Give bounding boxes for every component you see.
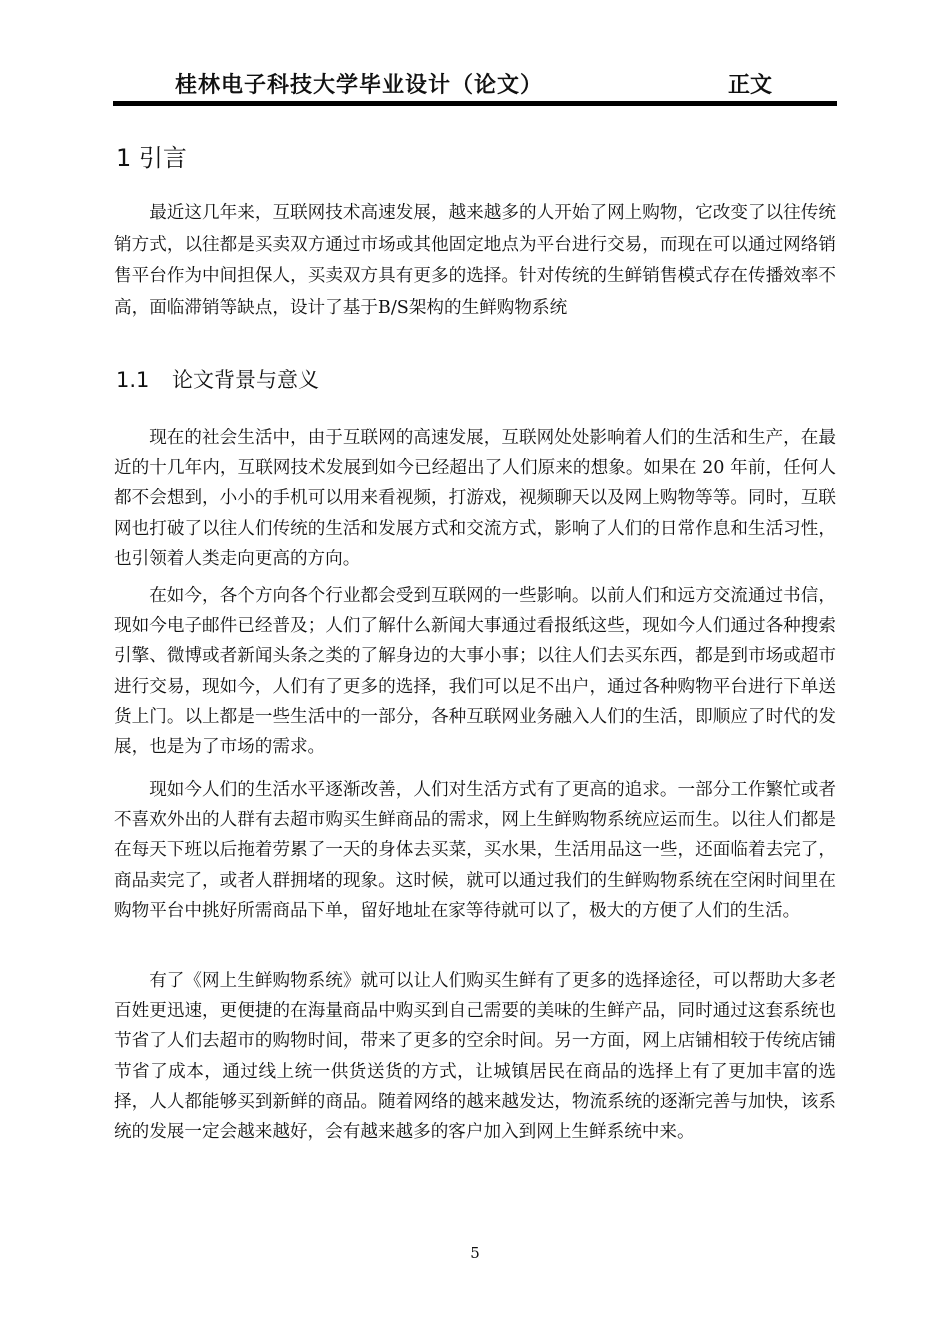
header-title: 桂林电子科技大学毕业设计（论文） <box>175 72 544 98</box>
section-number: 1.1 <box>116 368 150 392</box>
body-paragraph: 现如今人们的生活水平逐渐改善，人们对生活方式有了更高的追求。一部分工作繁忙或者不喜欢外出的人群有去超市购买生鲜商品的需求，网上生鲜购物系统应运而生。以往人们都是在每天下班以后拖着劳累了一天的身体去买菜，买水果，生活用品这一些，还面临着去完了，商品卖完了，或者人群拥堵的现象。这时候，就可以通过我们的生鲜购物系统在空闲时间里在购物平台中挑好所需商品下单，留好地址在家等待就可以了，极大的方便了人们的生活。 <box>114 780 836 921</box>
header-rule <box>113 101 837 106</box>
intro-paragraph: 最近这几年来，互联网技术高速发展，越来越多的人开始了网上购物，它改变了以往传统销方式，以往都是买卖双方通过市场或其他固定地点为平台进行交易，而现在可以通过网络销售平台作为中间担保人，买卖双方具有更多的选择。针对传统的生鲜销售模式存在传播效率不高，面临滞销等缺点，设计了基于B/S架构的生鲜购物系统 <box>114 203 836 318</box>
section-heading <box>116 364 319 394</box>
header-section-label: 正文 <box>727 72 772 98</box>
body-paragraph: 在如今，各个方向各个行业都会受到互联网的一些影响。以前人们和远方交流通过书信，现如今电子邮件已经普及；人们了解什么新闻大事通过看报纸这些，现如今人们通过各种搜索引擎、微博或者新闻头条之类的了解身边的大事小事；以往人们去买东西，都是到市场或超市进行交易，现如今，人们有了更多的选择，我们可以足不出户，通过各种购物平台进行下单送货上门。以上都是一些生活中的一部分，各种互联网业务融入人们的生活，即顺应了时代的发展，也是为了市场的需求。 <box>114 586 836 758</box>
page-header <box>113 62 837 102</box>
section-title: 论文背景与意义 <box>172 368 319 392</box>
chapter-heading: 1 引言 <box>116 144 187 172</box>
body-paragraph: 有了《网上生鲜购物系统》就可以让人们购买生鲜有了更多的选择途径，可以帮助大多老百姓更迅速，更便捷的在海量商品中购买到自己需要的美味的生鲜产品，同时通过这套系统也节省了人们去超市的购物时间，带来了更多的空余时间。另一方面，网上店铺相较于传统店铺节省了成本，通过线上统一供货送货的方式，让城镇居民在商品的选择上有了更加丰富的选择，人人都能够买到新鲜的商品。随着网络的越来越发达，物流系统的逐渐完善与加快，该系统的发展一定会越来越好，会有越来越多的客户加入到网上生鲜系统中来。 <box>114 971 836 1143</box>
page-number: 5 <box>470 1244 480 1262</box>
body-paragraph: 现在的社会生活中，由于互联网的高速发展，互联网处处影响着人们的生活和生产，在最近的十几年内，互联网技术发展到如今已经超出了人们原来的想象。如果在 20 年前，任何人都不会想到，小小的手机可以用来看视频，打游戏，视频聊天以及网上购物等等。同时，互联网也打破了以往人们传统的生活和发展方式和交流方式，影响了人们的日常作息和生活习性，也引领着人类走向更高的方向。 <box>114 428 836 569</box>
